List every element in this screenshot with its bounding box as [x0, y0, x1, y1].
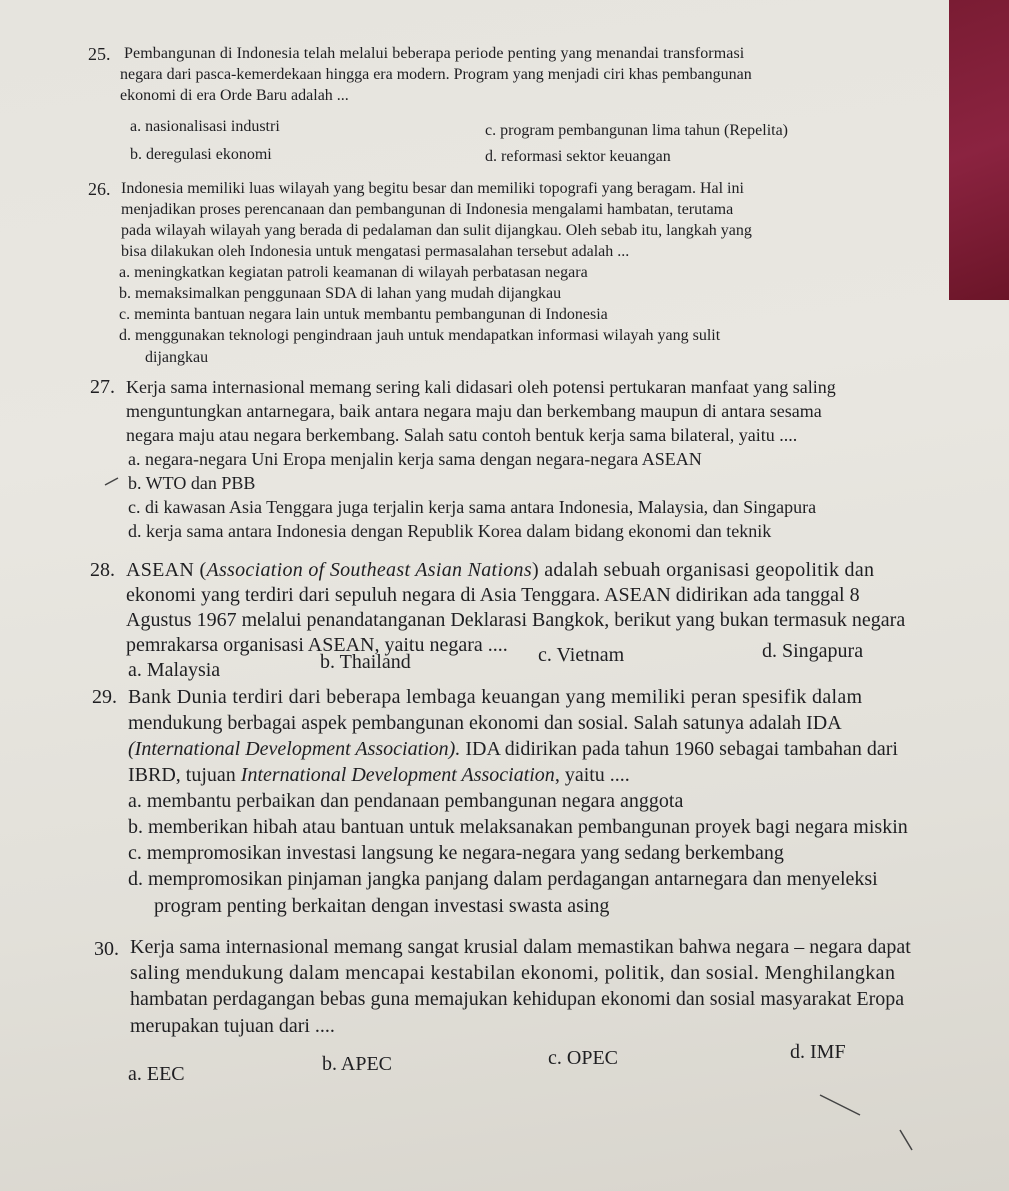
question-text: Kerja sama internasional memang sangat krusial dalam memastikan bahwa negara – negara dapat — [130, 936, 911, 958]
question-text: hambatan perdagangan bebas guna memajukan kehidupan ekonomi dan sosial masyarakat Eropa — [130, 988, 905, 1010]
question-number: 27. — [90, 376, 115, 398]
option-c[interactable]: c. mempromosikan investasi langsung ke negara-negara yang sedang berkembang — [128, 842, 784, 864]
option-a[interactable]: a. Malaysia — [128, 659, 221, 681]
option-d-continued: dijangkau — [145, 349, 209, 366]
question-text: Kerja sama internasional memang sering kali didasari oleh potensi pertukaran manfaat yang saling — [126, 377, 836, 397]
question-number: 26. — [88, 179, 111, 199]
option-a[interactable]: a. negara-negara Uni Eropa menjalin kerja sama dengan negara-negara ASEAN — [128, 449, 702, 469]
question-text: pemrakarsa organisasi ASEAN, yaitu negara .... — [126, 634, 508, 656]
option-d[interactable]: d. Singapura — [762, 640, 864, 662]
option-c[interactable]: c. program pembangunan lima tahun (Repelita) — [485, 122, 789, 139]
option-d[interactable]: d. menggunakan teknologi pengindraan jauh untuk mendapatkan informasi wilayah yang sulit — [119, 327, 721, 344]
option-d[interactable]: d. IMF — [790, 1041, 846, 1063]
option-b[interactable]: b. Thailand — [320, 651, 411, 673]
text-segment: ) adalah sebuah organisasi geopolitik dan — [531, 559, 875, 581]
option-c[interactable]: c. Vietnam — [538, 644, 625, 666]
option-a[interactable]: a. EEC — [128, 1063, 185, 1085]
option-a[interactable]: a. meningkatkan kegiatan patroli keamanan di wilayah perbatasan negara — [119, 264, 588, 281]
question-number: 25. — [88, 44, 111, 64]
text-segment: IBRD, tujuan — [128, 764, 241, 786]
option-c[interactable]: c. di kawasan Asia Tenggara juga terjalin kerja sama antara Indonesia, Malaysia, dan Singapura — [128, 497, 817, 517]
option-b[interactable]: b. deregulasi ekonomi — [130, 146, 272, 163]
text-segment: ASEAN ( — [126, 559, 207, 581]
question-text: menguntungkan antarnegara, baik antara negara maju dan berkembang maupun di antara sesama — [126, 401, 822, 421]
option-d[interactable]: d. reformasi sektor keuangan — [485, 148, 671, 165]
question-text: Pembangunan di Indonesia telah melalui beberapa periode penting yang menandai transformasi — [124, 45, 745, 62]
text-segment-italic: International Development Association — [240, 764, 555, 786]
question-text: menjadikan proses perencanaan dan pembangunan di Indonesia mengalami hambatan, terutama — [121, 201, 734, 218]
option-b[interactable]: b. memaksimalkan penggunaan SDA di lahan yang mudah dijangkau — [119, 285, 562, 302]
question-text: ekonomi yang terdiri dari sepuluh negara di Asia Tenggara. ASEAN didirikan ada tanggal 8 — [126, 584, 860, 606]
question-text: saling mendukung dalam mencapai kestabilan ekonomi, politik, dan sosial. Menghilangkan — [130, 962, 896, 984]
question-text: negara maju atau negara berkembang. Salah satu contoh bentuk kerja sama bilateral, yaitu .... — [126, 425, 798, 445]
question-number: 30. — [94, 938, 119, 960]
question-text: bisa dilakukan oleh Indonesia untuk mengatasi permasalahan tersebut adalah ... — [121, 243, 630, 260]
question-text: pada wilayah wilayah yang berada di pedalaman dan sulit dijangkau. Oleh sebab itu, langkah yang — [121, 222, 752, 239]
text-segment: IDA didirikan pada tahun 1960 sebagai tambahan dari — [460, 738, 898, 760]
question-number: 29. — [92, 686, 117, 708]
text-segment: , yaitu .... — [554, 764, 630, 786]
text-segment-italic: Association of Southeast Asian Nations — [206, 559, 532, 581]
question-text: Agustus 1967 melalui penandatanganan Deklarasi Bangkok, berikut yang bukan termasuk negara — [126, 609, 906, 631]
question-text: ekonomi di era Orde Baru adalah ... — [120, 87, 349, 104]
option-c[interactable]: c. OPEC — [548, 1047, 618, 1069]
question-text: merupakan tujuan dari .... — [130, 1015, 335, 1037]
question-number: 28. — [90, 559, 115, 581]
option-d[interactable]: d. kerja sama antara Indonesia dengan Republik Korea dalam bidang ekonomi dan teknik — [128, 521, 772, 541]
question-text: Bank Dunia terdiri dari beberapa lembaga keuangan yang memiliki peran spesifik dalam — [128, 686, 863, 708]
option-d[interactable]: d. mempromosikan pinjaman jangka panjang dalam perdagangan antarnegara dan menyeleksi — [128, 868, 878, 890]
option-c[interactable]: c. meminta bantuan negara lain untuk membantu pembangunan di Indonesia — [119, 306, 608, 323]
option-a[interactable]: a. membantu perbaikan dan pendanaan pembangunan negara anggota — [128, 790, 684, 812]
text-segment-italic: (International Development Association). — [128, 738, 461, 760]
question-text: mendukung berbagai aspek pembangunan ekonomi dan sosial. Salah satunya adalah IDA — [128, 712, 842, 734]
question-text: negara dari pasca-kemerdekaan hingga era modern. Program yang menjadi ciri khas pembangunan — [120, 66, 752, 83]
option-b[interactable]: b. memberikan hibah atau bantuan untuk melaksanakan pembangunan proyek bagi negara miskin — [128, 816, 908, 838]
option-d-continued: program penting berkaitan dengan investasi swasta asing — [154, 895, 610, 917]
question-text: Indonesia memiliki luas wilayah yang begitu besar dan memiliki topografi yang beragam. Hal ini — [121, 180, 744, 197]
option-b[interactable]: b. WTO dan PBB — [128, 473, 256, 493]
option-b[interactable]: b. APEC — [322, 1053, 393, 1075]
option-a[interactable]: a. nasionalisasi industri — [130, 118, 280, 135]
